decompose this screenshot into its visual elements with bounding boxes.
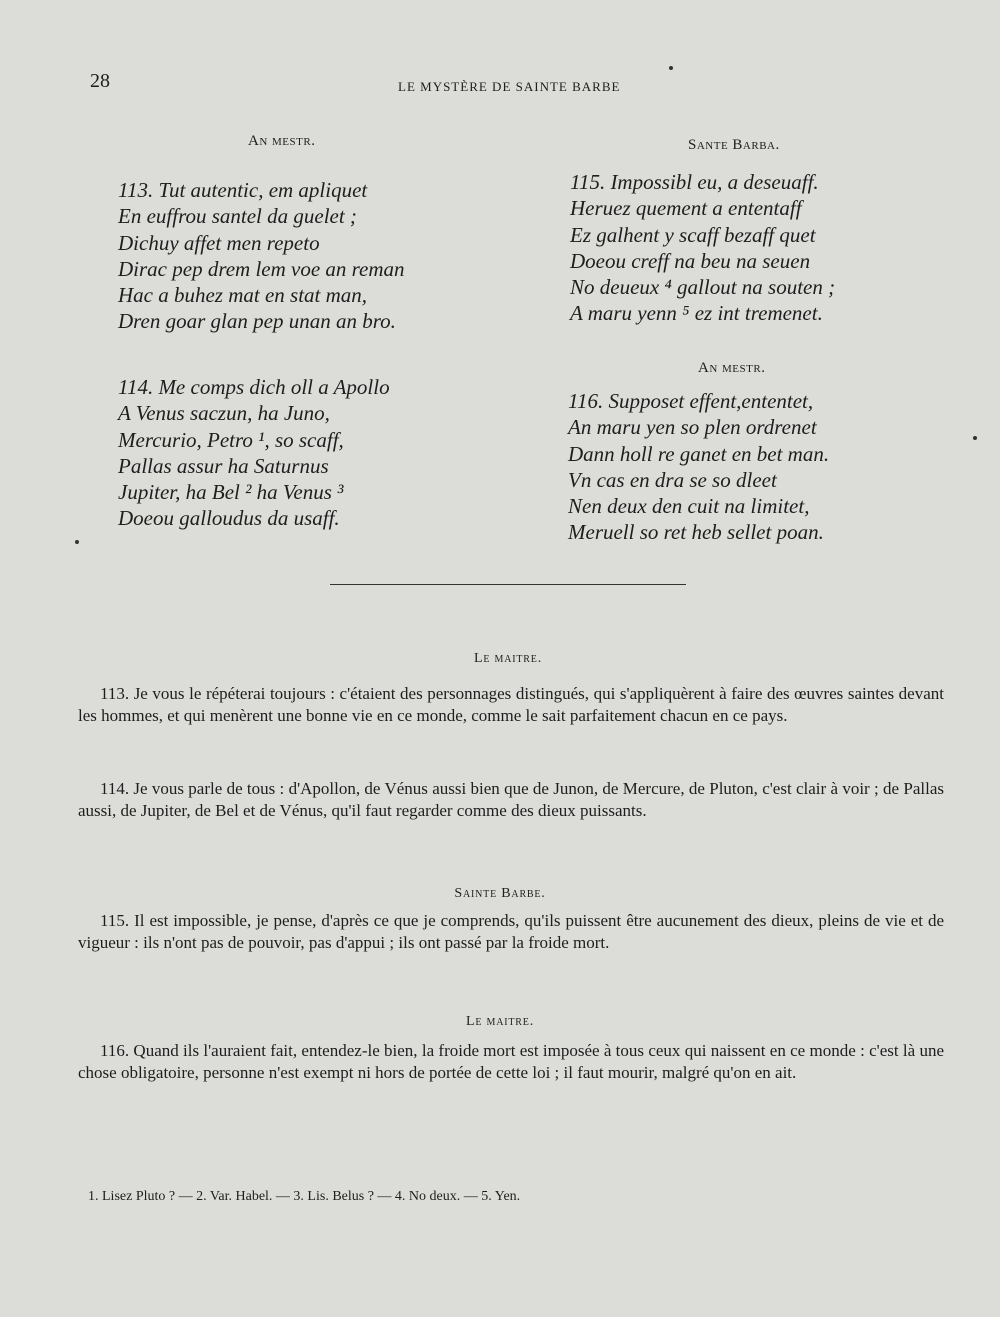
- verse-line: Hac a buhez mat en stat man,: [118, 283, 368, 308]
- heading-le-maitre-2: Le maitre.: [466, 1014, 534, 1029]
- running-title: LE MYSTÈRE DE SAINTE BARBE: [398, 79, 621, 94]
- section-divider: [330, 584, 686, 585]
- verse-line: Nen deux den cuit na limitet,: [568, 494, 810, 519]
- verse-line: 116. Supposet effent,ententet,: [568, 389, 814, 413]
- heading-sainte-barbe: Sainte Barbe.: [454, 886, 546, 901]
- verse-line: Vn cas en dra se so dleet: [568, 467, 777, 492]
- verse-line: Heruez quement a ententaff: [570, 196, 802, 221]
- verse-line: Dren goar glan pep unan an bro.: [118, 309, 396, 334]
- verse-line: Ez galhent y scaff bezaff quet: [570, 222, 816, 247]
- verse-line: 115. Impossibl eu, a deseuaff.: [570, 170, 819, 194]
- print-speck: [75, 540, 79, 544]
- paragraph-113: 113. Je vous le répéterai toujours : c'étaient des personnages distingués, qui s'appliquèrent à faire des œuvres saintes devant les hommes, et qui menèrent une bonne vie en ce monde, comme le sait parfaitement chacun en ce pays.: [78, 684, 944, 725]
- verse-line: En euffrou santel da guelet ;: [118, 204, 357, 229]
- stanza-115: [570, 169, 835, 327]
- speaker-an-mestr-right: An mestr.: [698, 360, 766, 376]
- verse-line: Jupiter, ha Bel ² ha Venus ³: [118, 480, 344, 505]
- stanza-116: [568, 388, 829, 546]
- verse-line: No deueux ⁴ gallout na souten ;: [570, 275, 836, 300]
- paragraph-114: 114. Je vous parle de tous : d'Apollon, de Vénus aussi bien que de Junon, de Mercure, de Pluton, c'est clair à voir ; de Pallas aussi, de Jupiter, de Bel et de Vénus, qu'il faut regarder comme des dieux puissants.: [78, 779, 944, 820]
- footnotes: 1. Lisez Pluto ? — 2. Var. Habel. — 3. Lis. Belus ? — 4. No deux. — 5. Yen.: [88, 1189, 521, 1204]
- verse-line: A maru yenn ⁵ ez int tremenet.: [570, 301, 823, 326]
- verse-line: A Venus saczun, ha Juno,: [118, 401, 330, 426]
- verse-line: Dichuy affet men repeto: [118, 230, 320, 255]
- verse-line: Meruell so ret heb sellet poan.: [568, 520, 824, 545]
- verse-line: Dann holl re ganet en bet man.: [568, 441, 830, 466]
- verse-line: 114. Me comps dich oll a Apollo: [118, 375, 390, 399]
- verse-line: Doeou creff na beu na seuen: [570, 248, 811, 273]
- stanza-114: [118, 374, 390, 532]
- verse-line: Mercurio, Petro ¹, so scaff,: [118, 427, 344, 452]
- verse-line: Pallas assur ha Saturnus: [118, 453, 329, 478]
- heading-le-maitre-1: Le maitre.: [474, 651, 542, 666]
- verse-line: Dirac pep drem lem voe an reman: [118, 256, 405, 281]
- verse-line: Doeou galloudus da usaff.: [118, 506, 340, 531]
- speaker-sante-barba: Sante Barba.: [688, 137, 780, 153]
- stanza-113: [118, 177, 405, 335]
- print-speck: [669, 66, 673, 70]
- verse-line: An maru yen so plen ordrenet: [568, 415, 817, 440]
- speaker-an-mestr-left: An mestr.: [248, 133, 316, 149]
- paragraph-116: 116. Quand ils l'auraient fait, entendez-le bien, la froide mort est imposée à tous ceux qui naissent en ce monde : c'est là une chose obligatoire, personne n'est exempt ni hors de portée de cette loi ; il faut mourir, malgré qu'on en ait.: [78, 1041, 944, 1082]
- print-speck: [973, 436, 977, 440]
- page-number: 28: [90, 70, 110, 92]
- verse-line: 113. Tut autentic, em apliquet: [118, 178, 368, 202]
- paragraph-115: 115. Il est impossible, je pense, d'après ce que je comprends, qu'ils puissent être aucunement des dieux, pleins de vie et de vigueur : ils n'ont pas de pouvoir, pas d'appui ; ils ont passé par la froide mort.: [78, 911, 944, 952]
